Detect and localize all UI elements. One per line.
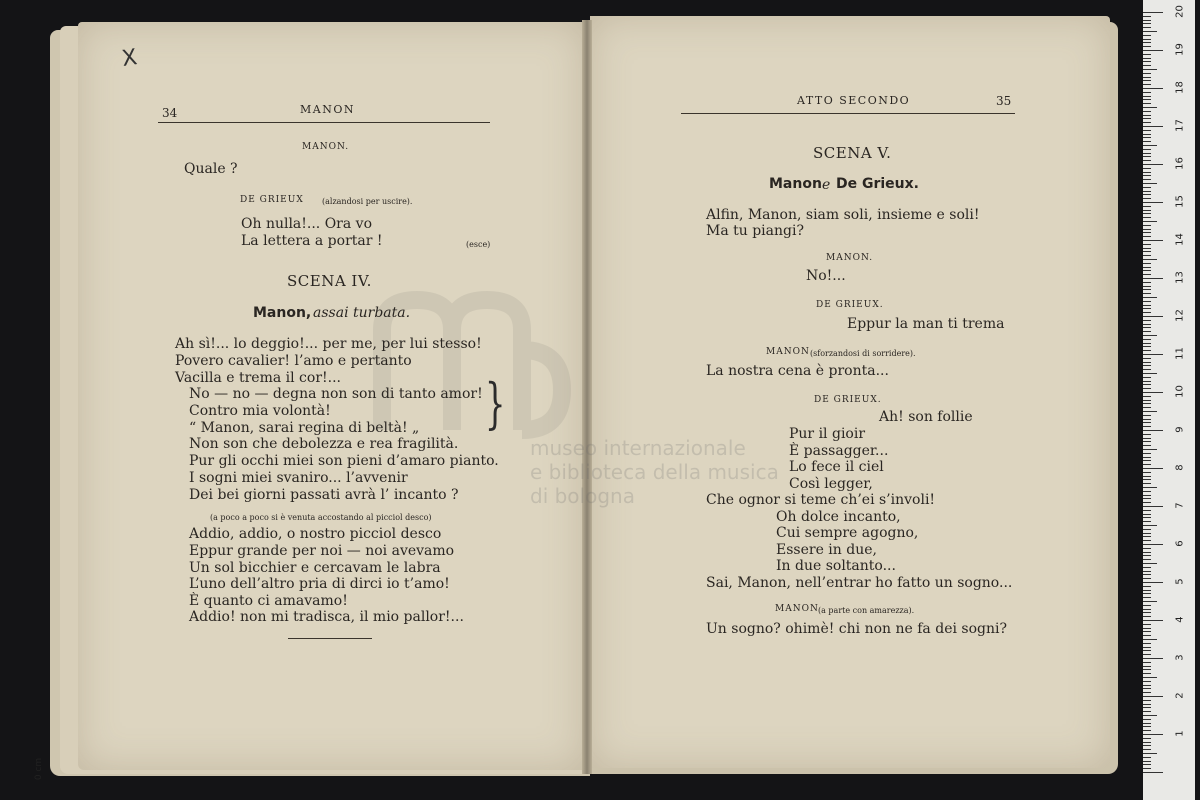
left-line-l5: La lettera a portar ! (241, 233, 383, 249)
ruler-tick (1143, 31, 1157, 32)
ruler-tick (1143, 563, 1157, 564)
ruler-tick (1143, 118, 1151, 119)
left-line-l24: Addio! non mi tradisca, il mio pallor!... (189, 609, 464, 625)
left-line-l20: Eppur grande per noi — noi avevamo (189, 543, 455, 559)
ruler-tick (1143, 415, 1151, 416)
ruler-tick (1143, 434, 1151, 435)
ruler-tick (1143, 141, 1151, 142)
ruler-tick (1143, 362, 1151, 363)
ruler-tick (1143, 35, 1151, 36)
ruler-tick (1143, 692, 1151, 693)
ruler-tick (1143, 354, 1163, 355)
ruler-tick (1143, 92, 1151, 93)
left-line-l4: Oh nulla!... Ora vo (241, 216, 373, 232)
ruler-tick (1143, 175, 1151, 176)
right-line-r18: Oh dolce incanto, (776, 509, 901, 525)
ruler-tick (1143, 438, 1151, 439)
left-line-l12: Contro mia volontà! (189, 403, 331, 419)
right-line-r19: Cui sempre agogno, (776, 525, 919, 541)
ruler-tick (1143, 544, 1163, 545)
ruler-tick (1143, 168, 1151, 169)
right-line-r14: È passagger... (789, 443, 889, 459)
ruler-tick (1143, 643, 1151, 644)
ruler-tick (1143, 567, 1151, 568)
ruler-tick (1143, 605, 1151, 606)
ruler-tick (1143, 115, 1151, 116)
right-line-r17: Che ognor si teme ch’ei s’involi! (706, 492, 936, 508)
ruler-tick (1143, 715, 1157, 716)
right-line-r23b: (a parte con amarezza). (818, 606, 915, 615)
ruler-tick (1143, 289, 1151, 290)
ruler-tick (1143, 99, 1151, 100)
left-line-l1: MANON. (302, 142, 350, 152)
right-line-r6: No!... (806, 268, 846, 284)
ruler-tick (1143, 149, 1151, 150)
ruler-tick (1143, 263, 1151, 264)
ruler-tick (1143, 510, 1151, 511)
ruler-tick (1143, 42, 1151, 43)
ruler-tick (1143, 308, 1151, 309)
right-line-r2a: Manon (769, 176, 822, 192)
ruler-tick (1143, 286, 1151, 287)
ruler-tick (1143, 312, 1151, 313)
ruler-label: 14 (1174, 233, 1186, 246)
ruler-label: 7 (1174, 502, 1186, 509)
ruler-tick (1143, 381, 1151, 382)
ruler-tick (1143, 696, 1163, 697)
ruler-label: 19 (1174, 43, 1186, 56)
ruler-tick (1143, 552, 1151, 553)
ruler-tick (1143, 331, 1151, 332)
ruler-label: 9 (1174, 426, 1186, 433)
ruler-tick (1143, 320, 1151, 321)
ruler-tick (1143, 593, 1151, 594)
ruler-tick (1143, 525, 1157, 526)
measurement-ruler (1143, 0, 1195, 800)
ruler-tick (1143, 498, 1151, 499)
ruler-tick (1143, 472, 1151, 473)
ruler-tick (1143, 54, 1151, 55)
ruler-label: 4 (1174, 616, 1186, 623)
right-header-rule (681, 113, 1015, 114)
ruler-tick (1143, 194, 1151, 195)
ruler-tick (1143, 373, 1157, 374)
right-line-r24: Un sogno? ohimè! chi non ne fa dei sogni? (706, 621, 1007, 637)
ruler-label: 12 (1174, 309, 1186, 322)
right-line-r2c: De Grieux. (836, 176, 919, 192)
ruler-tick (1143, 107, 1157, 108)
ruler-label: 10 (1174, 385, 1186, 398)
ruler-tick (1143, 16, 1151, 17)
ruler-tick (1143, 677, 1157, 678)
ruler-tick (1143, 616, 1151, 617)
ruler-tick (1143, 103, 1151, 104)
left-line-l22: L’uno dell’altro pria di dirci io t’amo! (189, 576, 450, 592)
ruler-tick (1143, 639, 1157, 640)
ruler-tick (1143, 65, 1151, 66)
left-line-l23: È quanto ci amavamo! (189, 593, 348, 609)
ruler-tick (1143, 628, 1151, 629)
ruler-tick (1143, 217, 1151, 218)
ruler-tick (1143, 164, 1163, 165)
handwritten-brace: } (484, 372, 506, 435)
ruler-tick (1143, 305, 1151, 306)
left-running-head: MANON (300, 103, 355, 116)
ruler-tick (1143, 761, 1151, 762)
ruler-tick (1143, 483, 1151, 484)
ruler-label: 18 (1174, 81, 1186, 94)
right-line-r21: In due soltanto... (776, 558, 896, 574)
ruler-tick (1143, 559, 1151, 560)
ruler-tick (1143, 251, 1151, 252)
ruler-tick (1143, 77, 1151, 78)
ruler-tick (1143, 457, 1151, 458)
ruler-tick (1143, 601, 1157, 602)
ruler-tick (1143, 468, 1163, 469)
ruler-tick (1143, 73, 1151, 74)
ruler-tick (1143, 183, 1157, 184)
ruler-tick (1143, 422, 1151, 423)
left-line-l14: Non son che debolezza e rea fragilità. (189, 436, 459, 452)
ruler-tick (1143, 274, 1151, 275)
left-line-l15: Pur gli occhi miei son pieni d’amaro pianto. (189, 453, 499, 469)
ruler-tick (1143, 685, 1151, 686)
ruler-tick (1143, 658, 1163, 659)
ruler-tick (1143, 198, 1151, 199)
ruler-tick (1143, 346, 1151, 347)
ruler-tick (1143, 749, 1151, 750)
ruler-tick (1143, 555, 1151, 556)
ruler-tick (1143, 487, 1157, 488)
ruler-tick (1143, 745, 1151, 746)
right-line-r15: Lo fece il ciel (789, 459, 884, 475)
ruler-tick (1143, 297, 1157, 298)
ruler-label: 2 (1174, 692, 1186, 699)
right-page-number: 35 (996, 94, 1012, 108)
right-line-r22: Sai, Manon, nell’entrar ho fatto un sogno... (706, 575, 1013, 591)
left-line-l11: No — no — degna non son di tanto amor! (189, 386, 483, 402)
ruler-tick (1143, 753, 1157, 754)
ruler-tick (1143, 236, 1151, 237)
ruler-tick (1143, 586, 1151, 587)
ruler-tick (1143, 574, 1151, 575)
ruler-tick (1143, 419, 1151, 420)
ruler-tick (1143, 597, 1151, 598)
ruler-label: 15 (1174, 195, 1186, 208)
ruler-tick (1143, 343, 1151, 344)
ruler-tick (1143, 126, 1163, 127)
ruler-tick (1143, 365, 1151, 366)
left-line-l18: (a poco a poco si è venuta accostando al picciol desco) (210, 513, 432, 522)
ruler-tick (1143, 88, 1163, 89)
ruler-tick (1143, 358, 1151, 359)
ruler-tick (1143, 400, 1151, 401)
right-line-r5: MANON. (826, 253, 874, 263)
ruler-tick (1143, 27, 1151, 28)
ruler-tick (1143, 476, 1151, 477)
ruler-tick (1143, 723, 1151, 724)
left-line-l17: Dei bei giorni passati avrà l’ incanto ? (189, 487, 459, 503)
ruler-tick (1143, 666, 1151, 667)
left-line-l7a: Manon, (253, 305, 312, 321)
left-line-l10: Vacilla e trema il cor!... (175, 370, 341, 386)
watermark-line-2: e biblioteca della musica (530, 460, 779, 484)
ruler-tick (1143, 460, 1151, 461)
watermark-line-1: museo internazionale (530, 436, 746, 460)
ruler-tick (1143, 491, 1151, 492)
ruler-tick (1143, 464, 1151, 465)
ruler-tick (1143, 145, 1157, 146)
ruler-tick (1143, 726, 1151, 727)
ruler-tick (1143, 172, 1151, 173)
ruler-tick (1143, 582, 1163, 583)
right-line-r23: MANON (775, 604, 819, 614)
ruler-tick (1143, 179, 1151, 180)
ruler-tick (1143, 221, 1157, 222)
ruler-tick (1143, 206, 1151, 207)
ruler-tick (1143, 662, 1151, 663)
left-line-l3b: (alzandosi per uscire). (322, 197, 413, 206)
ruler-label: 17 (1174, 119, 1186, 132)
ruler-tick (1143, 669, 1151, 670)
ruler-tick (1143, 772, 1163, 773)
ruler-tick (1143, 430, 1163, 431)
ruler-tick (1143, 536, 1151, 537)
ruler-label: 6 (1174, 540, 1186, 547)
ruler-tick (1143, 84, 1151, 85)
ruler-tick (1143, 12, 1163, 13)
ruler-tick (1143, 377, 1151, 378)
right-line-r3: Alfin, Manon, siam soli, insieme e soli! (706, 207, 980, 223)
ruler-tick (1143, 80, 1151, 81)
ruler-tick (1143, 255, 1151, 256)
left-line-l9: Povero cavalier! l’amo e pertanto (175, 353, 412, 369)
left-line-l5b: (esce) (466, 240, 491, 249)
ruler-tick (1143, 46, 1151, 47)
ruler-tick (1143, 327, 1151, 328)
ruler-tick (1143, 635, 1151, 636)
ruler-tick (1143, 259, 1157, 260)
ruler-tick (1143, 69, 1157, 70)
ruler-label: 20 (1174, 5, 1186, 18)
right-line-r12: Ah! son follie (879, 409, 973, 425)
ruler-tick (1143, 445, 1151, 446)
ruler-tick (1143, 681, 1151, 682)
ruler-tick (1143, 540, 1151, 541)
ruler-tick (1143, 187, 1151, 188)
ruler-tick (1143, 495, 1151, 496)
ruler-tick (1143, 647, 1151, 648)
ruler-label: 5 (1174, 578, 1186, 585)
ruler-tick (1143, 620, 1163, 621)
ruler-tick (1143, 453, 1151, 454)
ruler-tick (1143, 270, 1151, 271)
ruler-tick (1143, 369, 1151, 370)
right-line-r16: Così legger, (789, 476, 873, 492)
ruler-tick (1143, 609, 1151, 610)
ruler-tick (1143, 335, 1157, 336)
right-line-r10: La nostra cena è pronta... (706, 363, 889, 379)
ruler-tick (1143, 407, 1151, 408)
ruler-tick (1143, 267, 1151, 268)
left-line-l8: Ah sì!... lo deggio!... per me, per lui stesso! (175, 336, 482, 352)
ruler-tick (1143, 282, 1151, 283)
left-page-number: 34 (162, 106, 178, 120)
ruler-tick (1143, 704, 1151, 705)
ruler-tick (1143, 521, 1151, 522)
right-line-r13: Pur il gioir (789, 426, 866, 442)
left-line-l13: “ Manon, sarai regina di beltà! „ (189, 420, 420, 436)
ruler-tick (1143, 137, 1151, 138)
ruler-label: 11 (1174, 347, 1186, 360)
right-line-r9: MANON (766, 347, 810, 357)
handwritten-x-mark: X (120, 45, 139, 72)
ruler-label: 1 (1174, 730, 1186, 737)
ruler-tick (1143, 153, 1151, 154)
ruler-tick (1143, 700, 1151, 701)
ruler-tick (1143, 548, 1151, 549)
ruler-tick (1143, 316, 1163, 317)
ruler-tick (1143, 350, 1151, 351)
ruler-tick (1143, 441, 1151, 442)
right-line-r11: DE GRIEUX. (814, 395, 882, 405)
ruler-tick (1143, 764, 1151, 765)
ruler-tick (1143, 734, 1163, 735)
ruler-tick (1143, 403, 1151, 404)
left-header-rule (158, 122, 490, 123)
ruler-tick (1143, 213, 1151, 214)
ruler-tick (1143, 23, 1151, 24)
ruler-tick (1143, 156, 1151, 157)
ruler-tick (1143, 244, 1151, 245)
right-line-r4: Ma tu piangi? (706, 223, 804, 239)
ruler-unit-label: 0 cm (34, 757, 45, 781)
ruler-tick (1143, 225, 1151, 226)
right-running-head: ATTO SECONDO (797, 94, 911, 107)
right-line-r20: Essere in due, (776, 542, 877, 558)
ruler-tick (1143, 229, 1151, 230)
left-line-l2: Quale ? (184, 161, 238, 177)
ruler-tick (1143, 514, 1151, 515)
ruler-tick (1143, 301, 1151, 302)
ruler-tick (1143, 411, 1157, 412)
ruler-tick (1143, 578, 1151, 579)
ruler-tick (1143, 293, 1151, 294)
ruler-tick (1143, 50, 1163, 51)
ruler-tick (1143, 339, 1151, 340)
ruler-tick (1143, 122, 1151, 123)
ruler-tick (1143, 742, 1151, 743)
ruler-tick (1143, 210, 1151, 211)
ruler-label: 8 (1174, 464, 1186, 471)
ruler-tick (1143, 650, 1151, 651)
right-line-r7: DE GRIEUX. (816, 300, 884, 310)
ruler-tick (1143, 571, 1151, 572)
ruler-tick (1143, 426, 1151, 427)
ruler-tick (1143, 248, 1151, 249)
ruler-tick (1143, 612, 1151, 613)
ruler-tick (1143, 631, 1151, 632)
ruler-tick (1143, 479, 1151, 480)
ruler-tick (1143, 39, 1151, 40)
ruler-tick (1143, 654, 1151, 655)
ruler-tick (1143, 232, 1151, 233)
ruler-tick (1143, 392, 1163, 393)
ruler-tick (1143, 202, 1163, 203)
ruler-tick (1143, 449, 1157, 450)
ruler-tick (1143, 58, 1151, 59)
ruler-tick (1143, 506, 1163, 507)
ruler-tick (1143, 730, 1151, 731)
ruler-tick (1143, 529, 1151, 530)
left-line-l19: Addio, addio, o nostro picciol desco (189, 526, 442, 542)
ruler-tick (1143, 502, 1151, 503)
ruler-tick (1143, 517, 1151, 518)
ruler-label: 3 (1174, 654, 1186, 661)
ruler-tick (1143, 757, 1151, 758)
watermark-line-3: di bologna (530, 484, 635, 508)
ruler-tick (1143, 624, 1151, 625)
ruler-tick (1143, 160, 1151, 161)
ruler-tick (1143, 590, 1151, 591)
book-gutter (582, 20, 592, 774)
left-line-l7b: assai turbata. (313, 305, 411, 321)
ruler-tick (1143, 134, 1151, 135)
ruler-tick (1143, 396, 1151, 397)
left-line-l21: Un sol bicchier e cercavam le labra (189, 560, 441, 576)
ruler-tick (1143, 278, 1163, 279)
ruler-tick (1143, 111, 1151, 112)
ruler-tick (1143, 324, 1151, 325)
ruler-tick (1143, 673, 1151, 674)
left-end-rule (288, 638, 372, 639)
left-line-l3: DE GRIEUX (240, 195, 304, 205)
ruler-label: 16 (1174, 157, 1186, 170)
ruler-tick (1143, 96, 1151, 97)
ruler-tick (1143, 130, 1151, 131)
ruler-tick (1143, 240, 1163, 241)
left-line-l6: SCENA IV. (287, 272, 372, 290)
left-line-l16: I sogni miei svaniro... l’avvenir (189, 470, 408, 486)
ruler-tick (1143, 61, 1151, 62)
ruler-label: 13 (1174, 271, 1186, 284)
ruler-tick (1143, 388, 1151, 389)
ruler-tick (1143, 384, 1151, 385)
right-line-r8: Eppur la man ti trema (847, 316, 1005, 332)
ruler-tick (1143, 738, 1151, 739)
ruler-tick (1143, 719, 1151, 720)
ruler-tick (1143, 711, 1151, 712)
right-line-r1: SCENA V. (813, 144, 892, 162)
ruler-tick (1143, 533, 1151, 534)
ruler-tick (1143, 688, 1151, 689)
ruler-tick (1143, 707, 1151, 708)
ruler-tick (1143, 20, 1151, 21)
right-line-r2b: e (822, 177, 831, 193)
right-line-r9b: (sforzandosi di sorridere). (810, 349, 916, 358)
ruler-tick (1143, 191, 1151, 192)
ruler-tick (1143, 768, 1151, 769)
